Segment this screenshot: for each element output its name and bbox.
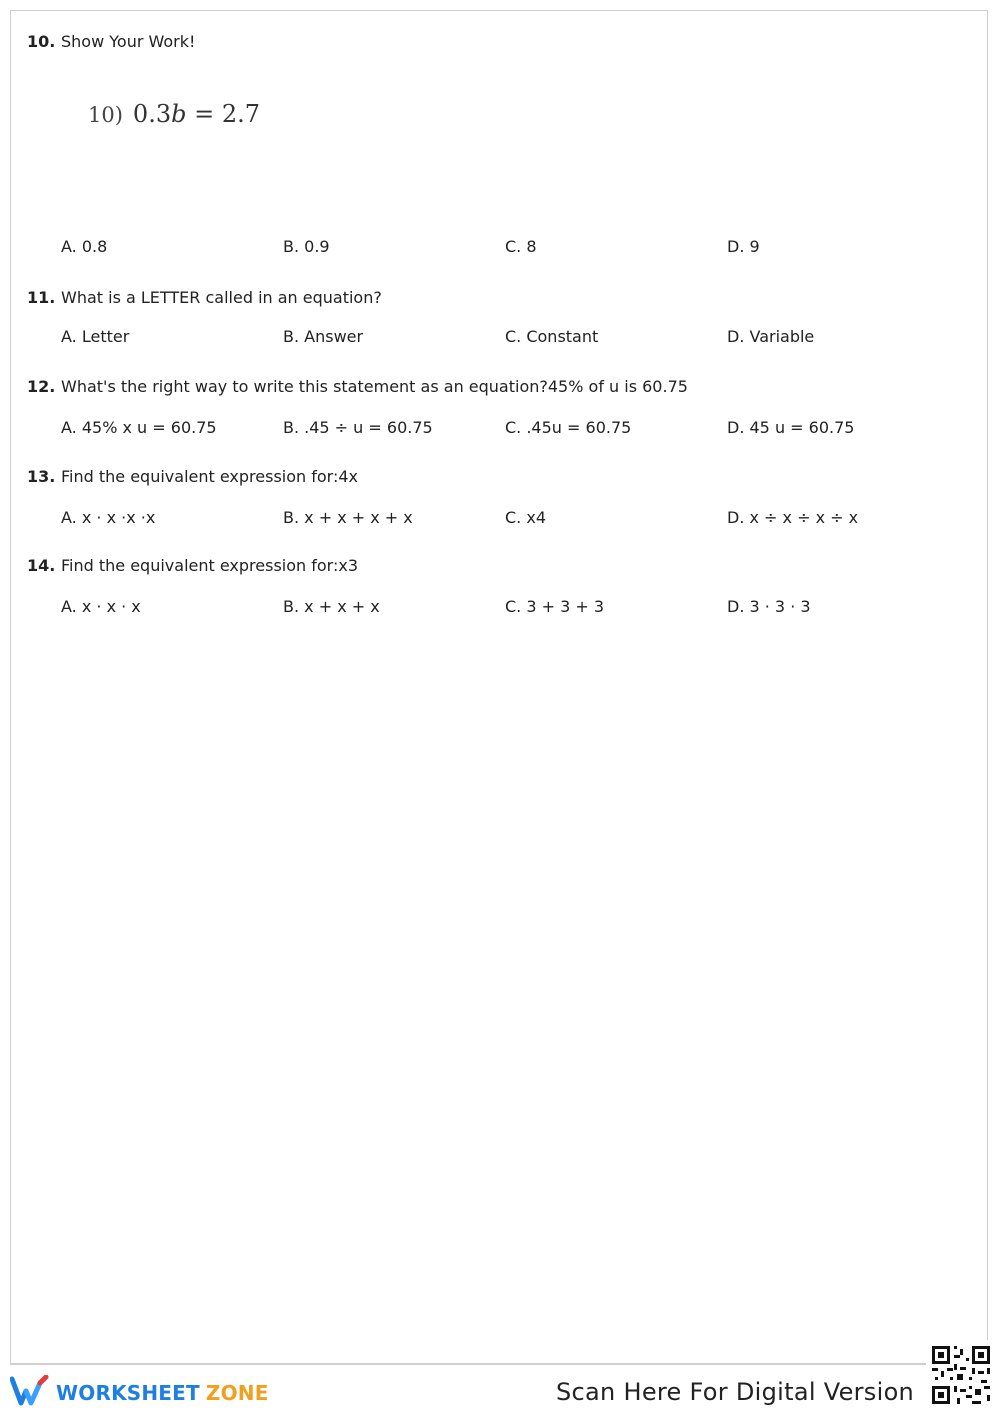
footer-divider [10, 1364, 988, 1365]
question-13 [27, 467, 967, 486]
figure-variable: b [171, 100, 187, 128]
answer-option[interactable]: A. 45% x u = 60.75 [61, 418, 217, 437]
answer-option[interactable]: C. x4 [505, 508, 546, 527]
answer-option[interactable]: B. 0.9 [283, 237, 330, 256]
answer-option[interactable]: A. x · x ·x ·x [61, 508, 156, 527]
question-number: 14. [27, 556, 56, 575]
answer-option[interactable]: B. .45 ÷ u = 60.75 [283, 418, 433, 437]
answer-option[interactable]: C. .45u = 60.75 [505, 418, 632, 437]
answer-option[interactable]: D. 45 u = 60.75 [727, 418, 855, 437]
worksheetzone-w-logo-icon [10, 1375, 50, 1411]
question-text: What's the right way to write this statement as an equation?45% of u is 60.75 [61, 377, 688, 396]
question-11 [27, 288, 967, 307]
question-10 [27, 32, 967, 51]
question-number: 13. [27, 467, 56, 486]
figure-label: 10) [88, 103, 123, 127]
equation-figure [88, 100, 260, 128]
scan-instruction: Scan Here For Digital Version [556, 1378, 915, 1406]
question-number: 10. [27, 32, 56, 51]
answer-option[interactable]: A. x · x · x [61, 597, 141, 616]
figure-coef: 0.3 [132, 100, 172, 128]
answer-option[interactable]: C. Constant [505, 327, 599, 346]
question-text: What is a LETTER called in an equation? [61, 288, 382, 307]
answer-option[interactable]: D. x ÷ x ÷ x ÷ x [727, 508, 859, 527]
answer-option[interactable]: D. 9 [727, 237, 760, 256]
question-text: Show Your Work! [61, 32, 196, 51]
answer-option[interactable]: B. x + x + x + x [283, 508, 413, 527]
brand-name-part1: WORKSHEET [56, 1381, 200, 1405]
brand-name-part2: ZONE [205, 1381, 269, 1405]
question-number: 11. [27, 288, 56, 307]
figure-rhs: = 2.7 [194, 100, 261, 128]
question-number: 12. [27, 377, 56, 396]
qr-code-icon[interactable] [926, 1340, 996, 1410]
answer-option[interactable]: D. 3 · 3 · 3 [727, 597, 811, 616]
answer-option[interactable]: A. Letter [61, 327, 130, 346]
answer-option[interactable]: A. 0.8 [61, 237, 108, 256]
answer-option[interactable]: D. Variable [727, 327, 815, 346]
page-frame [10, 10, 988, 1364]
answer-option[interactable]: C. 3 + 3 + 3 [505, 597, 605, 616]
question-12 [27, 377, 967, 396]
question-14 [27, 556, 967, 575]
brand-logo[interactable] [10, 1376, 269, 1410]
answer-option[interactable]: B. x + x + x [283, 597, 380, 616]
question-text: Find the equivalent expression for:x3 [61, 556, 359, 575]
answer-option[interactable]: C. 8 [505, 237, 537, 256]
answer-option[interactable]: B. Answer [283, 327, 364, 346]
question-text: Find the equivalent expression for:4x [61, 467, 359, 486]
